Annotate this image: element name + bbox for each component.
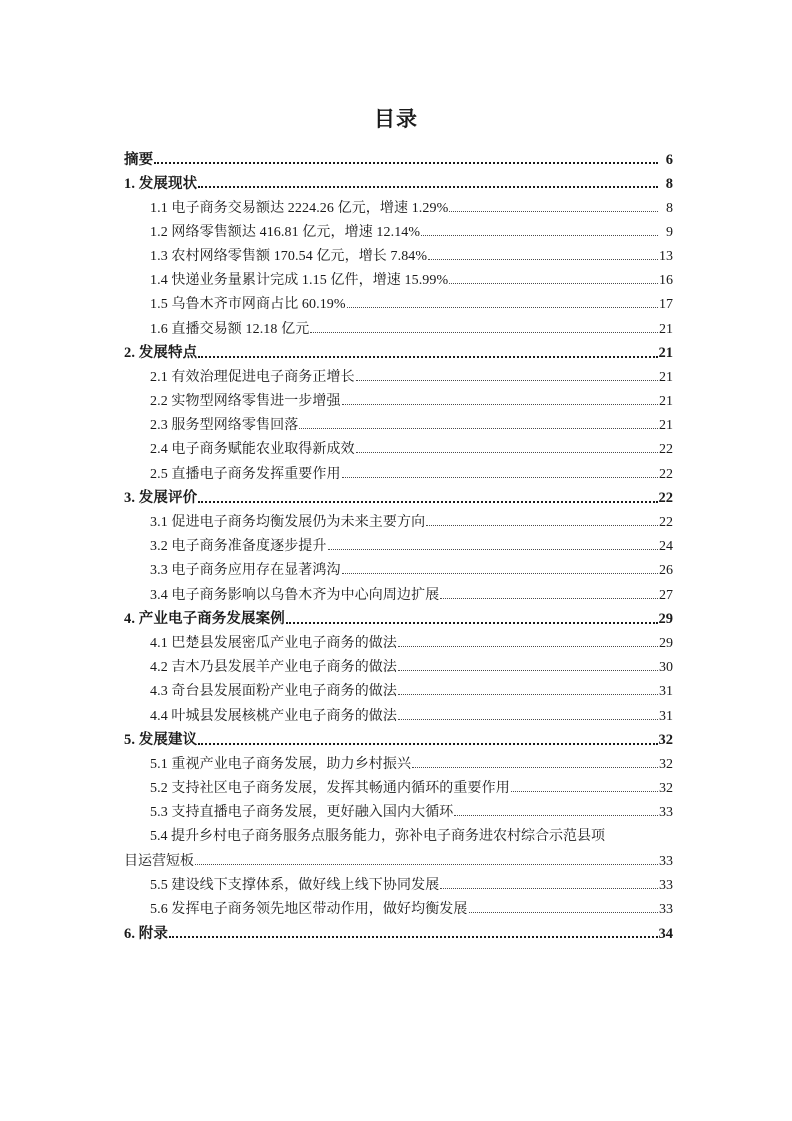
toc-page-number: 29 [659,635,673,651]
toc-entry[interactable] [124,530,673,554]
toc-entry[interactable] [124,288,673,312]
toc-page-number: 16 [659,273,673,289]
dot-leader [286,616,658,624]
dot-leader [310,326,657,334]
toc-page-number: 29 [658,611,673,628]
toc-entry-label: 2.3 服务型网络零售回落 [150,418,299,434]
toc-page-number: 22 [659,515,673,530]
toc-entry[interactable] [124,191,673,215]
toc-entry[interactable] [124,627,673,651]
dot-leader [356,446,658,454]
dot-leader [198,350,657,358]
toc-entry[interactable] [124,772,673,796]
toc-page-number: 31 [659,708,673,724]
toc-entry-label: 摘要 [124,151,154,168]
dot-leader [511,785,658,793]
dot-leader [342,398,658,406]
toc-entry[interactable] [124,433,673,457]
toc-entry-label: 4.4 叶城县发展核桃产业电子商务的做法 [150,708,397,724]
toc-entry-label: 5.5 建设线下支撑体系，做好线上线下协同发展 [150,877,440,893]
page-title: 目录 [374,108,418,131]
toc-entry[interactable] [124,796,673,820]
dot-leader [449,277,657,285]
toc-entry-label: 2.1 有效治理促进电子商务正增长 [150,369,355,385]
toc-page-number: 32 [659,756,673,772]
toc-page-number: 33 [659,853,673,869]
toc-page-number: 21 [659,394,673,410]
toc-page-number: 13 [659,248,673,264]
toc-page-number: 21 [659,321,673,337]
toc-entry-label: 3.4 电子商务影响以乌鲁木齐为中心向周边扩展 [150,587,440,603]
toc-entry[interactable] [124,748,673,772]
dot-leader [356,374,658,382]
toc-entry-label: 1. 发展现状 [124,175,198,192]
toc-entry-label: 2.5 直播电子商务发挥重要作用 [150,466,341,482]
toc-page-number: 27 [659,587,673,603]
toc-entry-label: 5.4 提升乡村电子商务服务点服务能力，弥补电子商务进农村综合示范县项 [150,829,605,845]
dot-leader [198,495,657,503]
toc-entry[interactable] [124,361,673,385]
dot-leader [426,519,657,527]
toc-entry-label: 5.1 重视产业电子商务发展，助力乡村振兴 [150,756,412,772]
toc-entry-label: 3.3 电子商务应用存在显著鸿沟 [150,563,341,579]
toc-page-number: 22 [659,466,673,482]
toc-entry[interactable] [124,699,673,723]
toc-entry-label: 3. 发展评价 [124,490,198,507]
dot-leader [469,906,658,914]
toc-entry[interactable] [124,554,673,578]
toc-entry[interactable] [124,917,673,941]
toc-page-number: 33 [659,805,673,821]
toc-entry[interactable] [124,264,673,288]
toc-page-number: 6 [665,151,673,168]
toc-entry[interactable] [124,651,673,675]
dot-leader [347,301,658,309]
toc-entry-label: 4. 产业电子商务发展案例 [124,611,285,628]
toc-entry[interactable] [124,820,673,868]
toc-page-number: 34 [658,925,673,942]
dot-leader [398,640,658,648]
toc-entry-label: 5. 发展建议 [124,732,198,749]
dot-leader [299,422,657,430]
dot-leader [169,930,658,938]
toc-entry[interactable] [124,240,673,264]
toc-entry-label: 5.2 支持社区电子商务发展，发挥其畅通内循环的重要作用 [150,781,510,797]
dot-leader [198,180,657,188]
dot-leader [421,229,657,237]
toc-page-number: 21 [659,369,673,385]
toc-entry[interactable] [124,506,673,530]
dot-leader [412,761,657,769]
dot-leader [195,858,658,866]
toc-entry-label: 4.1 巴楚县发展密瓜产业电子商务的做法 [150,635,397,651]
toc-entry-label: 4.2 吉木乃县发展羊产业电子商务的做法 [150,660,397,676]
toc-entry[interactable] [124,167,673,191]
toc-entry[interactable] [124,578,673,602]
toc-page-number: 31 [659,684,673,700]
toc-entry[interactable] [124,216,673,240]
dot-leader [428,253,657,261]
toc-entry-label: 5.3 支持直播电子商务发展，更好融入国内大循环 [150,805,454,821]
toc-page-number: 32 [659,781,673,797]
toc-entry-label: 1.2 网络零售额达 416.81 亿元，增速 12.14% [150,224,421,240]
toc-entry-label: 1.4 快递业务量累计完成 1.15 亿件，增速 15.99% [150,273,449,289]
toc-page-number: 24 [659,539,673,555]
dot-leader [342,471,658,479]
toc-page-number: 21 [659,418,673,434]
dot-leader [328,543,658,551]
table-of-contents [124,143,673,941]
toc-entry-label: 1.1 电子商务交易额达 2224.26 亿元，增速 1.29% [150,200,449,216]
toc-page-number: 22 [659,442,673,458]
toc-entry[interactable] [124,893,673,917]
toc-entry-label: 6. 附录 [124,925,168,942]
toc-entry-label: 2.2 实物型网络零售进一步增强 [150,394,341,410]
dot-leader [398,688,658,696]
toc-entry-label: 2.4 电子商务赋能农业取得新成效 [150,442,355,458]
toc-page-number: 33 [659,902,673,917]
dot-leader [398,713,658,721]
dot-leader [154,156,657,164]
toc-entry[interactable] [124,312,673,336]
toc-entry-label: 5.6 发挥电子商务领先地区带动作用，做好均衡发展 [150,902,468,917]
dot-leader [198,737,657,745]
toc-entry-label: 3.2 电子商务准备度逐步提升 [150,539,327,555]
toc-page-number: 33 [659,877,673,893]
toc-entry-label: 1.3 农村网络零售额 170.54 亿元，增长 7.84% [150,248,428,264]
toc-entry[interactable] [124,869,673,893]
toc-page-number: 26 [659,563,673,579]
toc-entry[interactable] [124,724,673,748]
toc-page-number: 8 [665,175,673,192]
toc-page-number: 22 [658,490,673,507]
toc-entry-label: 1.6 直播交易额 12.18 亿元 [150,321,310,337]
toc-entry[interactable] [124,409,673,433]
dot-leader [454,809,657,817]
toc-entry-label: 4.3 奇台县发展面粉产业电子商务的做法 [150,684,397,700]
toc-entry-label-continued: 目运营短板 [124,853,194,869]
dot-leader [342,567,658,575]
toc-page-number: 9 [666,224,673,240]
dot-leader [398,664,658,672]
toc-entry[interactable] [124,675,673,699]
toc-page-number: 32 [658,732,673,749]
toc-entry-label: 2. 发展特点 [124,345,198,362]
toc-page-number: 17 [659,297,673,313]
toc-entry[interactable] [124,385,673,409]
toc-entry[interactable] [124,603,673,627]
dot-leader [449,205,657,213]
toc-page-number: 8 [666,200,673,216]
toc-page-number: 21 [658,345,673,362]
toc-entry-label: 3.1 促进电子商务均衡发展仍为未来主要方向 [150,515,426,530]
dot-leader [440,592,657,600]
toc-entry[interactable] [124,457,673,481]
toc-entry[interactable] [124,337,673,361]
toc-entry-label: 1.5 乌鲁木齐市网商占比 60.19% [150,297,346,313]
dot-leader [440,882,657,890]
toc-entry[interactable] [124,143,673,167]
toc-entry[interactable] [124,482,673,506]
toc-page-number: 30 [659,660,673,676]
